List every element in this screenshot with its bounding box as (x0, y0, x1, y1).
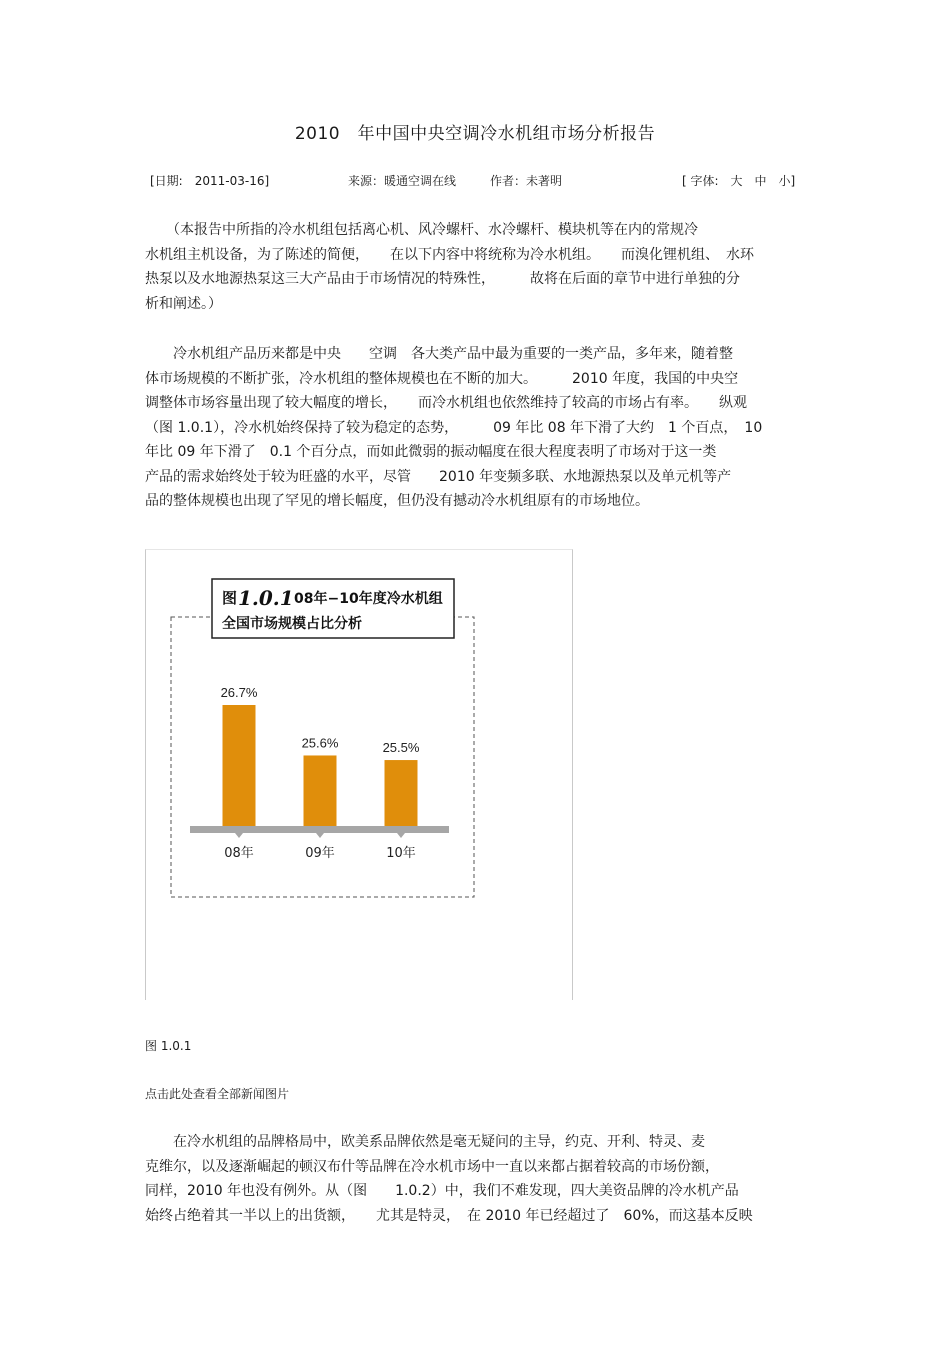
publish-date: [日期: 2011-03-16] (150, 174, 270, 188)
text-line: （图 1.0.1），冷水机始终保持了较为稳定的态势， 09 年比 08 年下滑了大约 1 个百点， 10 (145, 419, 763, 436)
font-size-selector[interactable]: [ 字体: 大 中 小] (682, 174, 796, 188)
text-line: 品的整体规模也出现了罕见的增长幅度，但仍没有撼动冷水机组原有的市场地位。 (145, 493, 649, 509)
text-line: 在冷水机组的品牌格局中，欧美系品牌依然是毫无疑问的主导，约克、开利、特灵、麦 (145, 1134, 705, 1150)
chart-title-prefix: 图 (222, 589, 238, 607)
bar-chart (146, 550, 572, 1000)
source-label: 来源：暖通空调在线 (348, 174, 457, 188)
x-tick-label: 10年 (386, 846, 416, 861)
bar-09年 (304, 755, 337, 826)
text-line: 冷水机组产品历来都是中央 空调 各大类产品中最为重要的一类产品，多年来，随着整 (145, 346, 733, 362)
text-line: 年比 09 年下滑了 0.1 个百分点，而如此微弱的振动幅度在很大程度表明了市场对于这一类 (145, 444, 717, 460)
text-line: 调整体市场容量出现了较大幅度的增长， 而冷水机组也依然维持了较高的市场占有率。 纵观 (145, 395, 747, 411)
text-line: 体市场规模的不断扩张，冷水机组的整体规模也在不断的加大。 2010 年度，我国的中央空 (145, 370, 739, 387)
text-line: （本报告中所指的冷水机组包括离心机、风冷螺杆、水冷螺杆、模块机等在内的常规冷 (145, 222, 698, 238)
text-line: 析和阐述。） (145, 295, 222, 312)
paragraph-intro (145, 218, 805, 316)
x-tick-mark (397, 833, 405, 838)
x-axis-band (190, 826, 449, 833)
paragraph-market (145, 342, 805, 514)
x-tick-label: 08年 (224, 846, 254, 861)
paragraph-brands (145, 1130, 805, 1228)
bar-value-label: 25.6% (301, 735, 339, 751)
x-tick-label: 09年 (305, 846, 335, 861)
chart-title-line1: 08年−10年度冷水机组 (294, 591, 443, 607)
x-tick-mark (316, 833, 324, 838)
text-line: 产品的需求始终处于较为旺盛的水平，尽管 2010 年变频多联、水地源热泵以及单元机等产 (145, 468, 732, 485)
text-line: 克维尔，以及逐渐崛起的顿汉布什等品牌在冷水机市场中一直以来都占据着较高的市场份额， (145, 1158, 719, 1175)
bar-value-label: 25.5% (382, 740, 420, 756)
author-label: 作者：未著明 (490, 174, 563, 188)
figure-caption: 图 1.0.1 (145, 1039, 192, 1053)
text-line: 始终占绝着其一半以上的出货额， 尤其是特灵， 在 2010 年已经超过了 60%，而这基本反映 (145, 1207, 753, 1224)
x-tick-mark (235, 833, 243, 838)
chart-title-line2: 全国市场规模占比分析 (222, 616, 362, 632)
bar-08年 (223, 705, 256, 826)
bar-value-label: 26.7% (220, 685, 258, 700)
chart-figure (145, 549, 573, 1000)
text-line: 水机组主机设备，为了陈述的简便， 在以下内容中将统称为冷水机组。 而溴化锂机组、 水环 (145, 246, 754, 263)
chart-title-number: 1.0.1 (238, 586, 294, 610)
news-images-link[interactable]: 点击此处查看全部新闻图片 (145, 1087, 290, 1101)
page-title: 2010 年中国中央空调冷水机组市场分析报告 (294, 124, 656, 144)
text-line: 同样，2010 年也没有例外。从（图 1.0.2）中，我们不难发现，四大美资品牌的冷水机产品 (145, 1183, 739, 1199)
text-line: 热泵以及水地源热泵这三大产品由于市场情况的特殊性， 故将在后面的章节中进行单独的分 (145, 271, 740, 287)
bar-10年 (385, 760, 418, 826)
